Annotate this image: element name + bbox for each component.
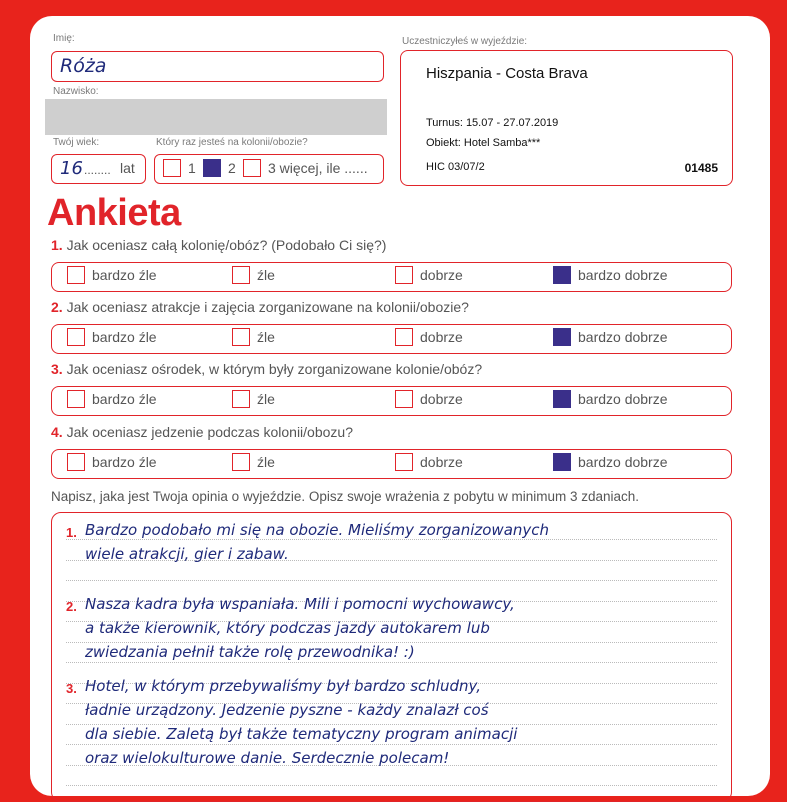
opinion-prompt: Napisz, jaka jest Twoja opinia o wyjeździe. Opisz swoje wrażenia z pobytu w minimum 3 zdaniach. (51, 489, 640, 504)
question-number: 3. (51, 361, 63, 377)
answer-label: bardzo dobrze (578, 267, 668, 283)
answer-label: bardzo dobrze (578, 329, 668, 345)
answer-option[interactable] (553, 266, 668, 284)
opinion-handwritten-line: oraz wielokulturowe danie. Serdecznie polecam! (85, 749, 450, 767)
answer-label: bardzo źle (92, 454, 157, 470)
answer-checkbox[interactable] (395, 390, 413, 408)
answer-label: bardzo dobrze (578, 391, 668, 407)
times-checkbox-1[interactable] (163, 159, 181, 177)
trip-turnus: Turnus: 15.07 - 27.07.2019 (426, 117, 559, 129)
age-dots: ........ (84, 163, 111, 177)
answer-label: bardzo źle (92, 267, 157, 283)
ruled-line (66, 744, 717, 745)
answer-label: dobrze (420, 391, 463, 407)
answer-row-3 (51, 386, 732, 416)
times-checkbox-3[interactable] (243, 159, 261, 177)
opinion-handwritten-line: Bardzo podobało mi się na obozie. Mieliśmy zorganizowanych (85, 521, 550, 539)
answer-option[interactable] (232, 453, 275, 471)
answer-option[interactable] (395, 328, 463, 346)
answer-checkbox[interactable] (553, 453, 571, 471)
question-text: Jak oceniasz jedzenie podczas kolonii/obozu? (66, 424, 353, 440)
answer-option[interactable] (395, 266, 463, 284)
answer-checkbox[interactable] (67, 328, 85, 346)
answer-option[interactable] (232, 390, 275, 408)
last-name-redaction (45, 99, 387, 135)
answer-label: dobrze (420, 329, 463, 345)
answer-option[interactable] (553, 453, 668, 471)
ruled-line (66, 539, 717, 540)
opinion-handwritten-line: Hotel, w którym przebywaliśmy był bardzo schludny, (85, 677, 481, 695)
answer-checkbox[interactable] (232, 390, 250, 408)
first-name-field[interactable] (51, 51, 384, 82)
times-option-label: 2 (228, 160, 236, 176)
answer-label: źle (257, 391, 275, 407)
answer-checkbox[interactable] (553, 390, 571, 408)
answer-checkbox[interactable] (232, 328, 250, 346)
answer-option[interactable] (553, 390, 668, 408)
answer-option[interactable] (67, 328, 157, 346)
page-title: Ankieta (47, 192, 181, 234)
opinion-number: 2. (66, 599, 77, 614)
answer-checkbox[interactable] (553, 266, 571, 284)
answer-checkbox[interactable] (67, 390, 85, 408)
answer-checkbox[interactable] (67, 266, 85, 284)
times-option-label: 3 więcej, ile ...... (268, 160, 368, 176)
answer-checkbox[interactable] (67, 453, 85, 471)
age-label: Twój wiek: (53, 137, 100, 148)
ruled-line (66, 662, 717, 663)
question-text: Jak oceniasz ośrodek, w którym były zorganizowane kolonie/obóz? (66, 361, 483, 377)
opinion-handwritten-line: zwiedzania pełnił także rolę przewodnika! :) (85, 643, 415, 661)
opinion-handwritten-line: wiele atrakcji, gier i zabaw. (85, 545, 289, 563)
first-name-value: Róża (60, 55, 107, 77)
times-checkbox-2[interactable] (203, 159, 221, 177)
answer-row-2 (51, 324, 732, 354)
times-label: Który raz jesteś na kolonii/obozie? (156, 137, 308, 148)
trip-code: HIC 03/07/2 (426, 161, 485, 173)
answer-label: dobrze (420, 454, 463, 470)
answer-label: bardzo dobrze (578, 454, 668, 470)
trip-destination: Hiszpania - Costa Brava (426, 65, 588, 82)
answer-row-1 (51, 262, 732, 292)
age-value: 16 (60, 158, 83, 179)
answer-row-4 (51, 449, 732, 479)
answer-checkbox[interactable] (395, 453, 413, 471)
age-unit: lat (120, 160, 135, 176)
answer-checkbox[interactable] (232, 266, 250, 284)
question-text: Jak oceniasz atrakcje i zajęcia zorganizowane na kolonii/obozie? (66, 299, 469, 315)
answer-checkbox[interactable] (395, 328, 413, 346)
question-4 (51, 424, 353, 440)
times-option-3[interactable] (243, 159, 368, 177)
ruled-line (66, 785, 717, 786)
question-3 (51, 361, 482, 377)
answer-checkbox[interactable] (232, 453, 250, 471)
opinion-handwritten-line: Nasza kadra była wspaniała. Mili i pomocni wychowawcy, (85, 595, 515, 613)
last-name-label: Nazwisko: (53, 86, 99, 97)
ruled-line (66, 580, 717, 581)
opinion-handwritten-line: ładnie urządzony. Jedzenie pyszne - każdy znalazł coś (85, 701, 489, 719)
first-name-label: Imię: (53, 33, 75, 44)
times-option-2[interactable] (203, 159, 236, 177)
answer-option[interactable] (553, 328, 668, 346)
answer-option[interactable] (232, 328, 275, 346)
opinion-box[interactable] (51, 512, 732, 802)
question-number: 4. (51, 424, 63, 440)
trip-number: 01485 (684, 161, 718, 175)
answer-option[interactable] (232, 266, 275, 284)
question-text: Jak oceniasz całą kolonię/obóz? (Podobało Ci się?) (66, 237, 387, 253)
answer-label: źle (257, 329, 275, 345)
question-2 (51, 299, 469, 315)
answer-option[interactable] (67, 266, 157, 284)
opinion-number: 1. (66, 525, 77, 540)
question-number: 1. (51, 237, 63, 253)
trip-obiekt: Obiekt: Hotel Samba*** (426, 137, 541, 149)
answer-label: źle (257, 454, 275, 470)
answer-option[interactable] (395, 453, 463, 471)
question-number: 2. (51, 299, 63, 315)
answer-option[interactable] (395, 390, 463, 408)
times-option-label: 1 (188, 160, 196, 176)
times-field (154, 154, 384, 184)
answer-label: źle (257, 267, 275, 283)
answer-option[interactable] (67, 390, 157, 408)
trip-info-box (400, 50, 733, 186)
answer-label: bardzo źle (92, 391, 157, 407)
answer-label: bardzo źle (92, 329, 157, 345)
answer-checkbox[interactable] (395, 266, 413, 284)
age-field[interactable] (51, 154, 146, 184)
opinion-handwritten-line: a także kierownik, który podczas jazdy autokarem lub (85, 619, 490, 637)
answer-checkbox[interactable] (553, 328, 571, 346)
answer-label: dobrze (420, 267, 463, 283)
trip-label: Uczestniczyłeś w wyjeździe: (402, 36, 528, 47)
opinion-number: 3. (66, 681, 77, 696)
times-option-1[interactable] (163, 159, 196, 177)
opinion-handwritten-line: dla siebie. Zaletą był także tematyczny program animacji (85, 725, 518, 743)
answer-option[interactable] (67, 453, 157, 471)
question-1 (51, 237, 386, 253)
